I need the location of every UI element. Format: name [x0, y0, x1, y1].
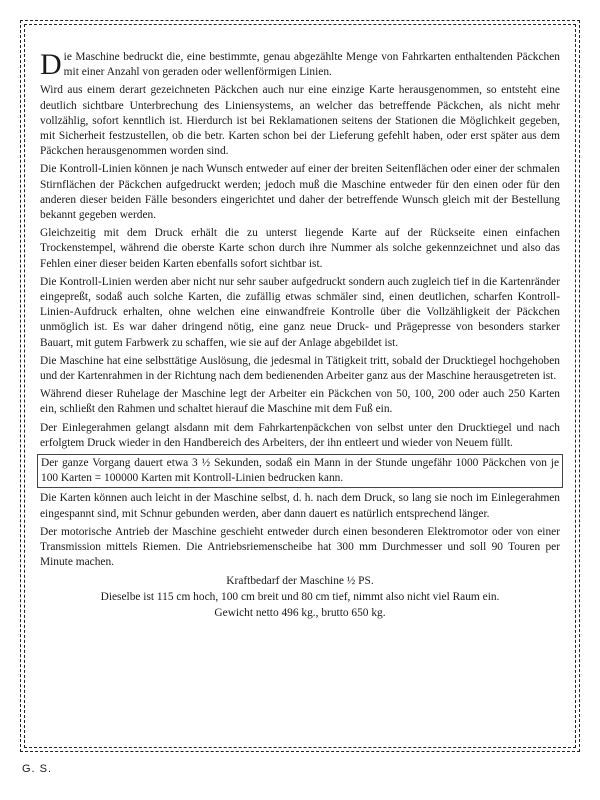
paragraph-embossing: Die Kontroll-Linien werden aber nicht nur sehr sauber aufgedruckt sondern auch zugleich tief in die Kartenränder eingepreßt, sodaß auch solche Karten, die zufällig etwas schmäler sind, einen deutlichen, scharfen Kontroll-Linien-Aufdruck erhalten, ohne welchen eine einwandfreie Kontrolle über die Vollzähligkeit der Päckchen unmöglich ist. Es war daher dringend nötig, eine ganz neue Druck- und Prägepresse von besonders starker Bauart, mit gutem Farbwerk zu schaffen, wie sie auf der Anlage abgebildet ist.	[40, 275, 560, 349]
paragraph-rest-position: Während dieser Ruhelage der Maschine legt der Arbeiter ein Päckchen von 50, 100, 200 oder auch 250 Karten ein, schließt den Rahmen und schaltet hierauf die Maschine mit dem Fuß ein.	[40, 388, 560, 416]
spec-power: Kraftbedarf der Maschine ½ PS.	[226, 574, 374, 587]
paragraph-binding: Die Karten können auch leicht in der Maschine selbst, d. h. nach dem Druck, so lang sie noch im Einlegerahmen eingespannt sind, mit Schnur gebunden werden, aber dann dauert es natürlich entsprechend länger.	[40, 492, 560, 520]
paragraph-dry-stamp: Gleichzeitig mit dem Druck erhält die zu unterst liegende Karte auf der Rückseite einen einfachen Trockenstempel, während die oberste Karte schon durch ihre Nummer als solche gekennzeichnet und also das Fehlen einer dieser beiden Karten ebenfalls sofort sichtbar ist.	[40, 227, 560, 270]
document-body	[40, 50, 560, 622]
spec-weight: Gewicht netto 496 kg., brutto 650 kg.	[214, 606, 386, 619]
paragraph-insert-frame: Der Einlegerahmen gelangt alsdann mit dem Fahrkartenpäckchen von selbst unter den Drucktiegel und nach erfolgtem Druck wieder in den Handbereich des Arbeiters, der ihn entleert und wieder von Neuem füllt.	[40, 421, 560, 449]
paragraph-intro: Die Maschine bedruckt die, eine bestimmte, genau abgezählte Menge von Fahrkarten enthaltenden Päckchen mit einer Anzahl von geraden oder wellenförmigen Linien.	[40, 48, 560, 81]
spec-dimensions: Dieselbe ist 115 cm hoch, 100 cm breit und 80 cm tief, nimmt also nicht viel Raum ein.	[100, 590, 500, 603]
paragraph-control-lines: Die Kontroll-Linien können je nach Wunsch entweder auf einer der breiten Seitenflächen oder einer der schmalen Stirnflächen der Päckchen aufgedruckt werden; jedoch muß die Maschine entweder für den einen oder für den anderen dieser beiden Fälle besonders eingerichtet und daher der betreffende Wunsch gleich mit der Bestellung bekannt gegeben werden.	[40, 163, 560, 222]
paragraph-release: Die Maschine hat eine selbsttätige Auslösung, die jedesmal in Tätigkeit tritt, sobald der Drucktiegel hochgehoben und der Kartenrahmen in der Richtung nach dem bedienenden Arbeiter ganz aus der Maschine herausgetreten ist.	[40, 354, 560, 383]
paragraph-interruption: Wird aus einem derart gezeichneten Päckchen auch nur eine einzige Karte herausgenommen, so entsteht eine deutlich sichtbare Unterbrechung des Liniensystems, an welcher das betreffende Päckchen, als nicht mehr vollzählig, sofort kenntlich ist. Hierdurch ist bei Reklamationen seitens der Stationen die Möglichkeit gegeben, mit Sicherheit festzustellen, ob die betr. Karten schon bei der Lieferung gefehlt haben, oder erst später aus dem Päckchen herausgenommen worden sind.	[40, 84, 560, 158]
paragraph-drive: Der motorische Antrieb der Maschine geschieht entweder durch einen besonderen Elektromotor oder von einer Transmission mittels Riemen. Die Antriebsriemenscheibe hat 300 mm Durchmesser und soll 90 Touren per Minute machen.	[40, 525, 560, 569]
author-initials: G. S.	[22, 763, 53, 775]
paragraph-throughput: Der ganze Vorgang dauert etwa 3 ½ Sekunden, sodaß ein Mann in der Stunde ungefähr 1000 Päckchen von je 100 Karten = 100000 Karten mit Kontroll-Linien bedrucken kann.	[37, 454, 563, 488]
